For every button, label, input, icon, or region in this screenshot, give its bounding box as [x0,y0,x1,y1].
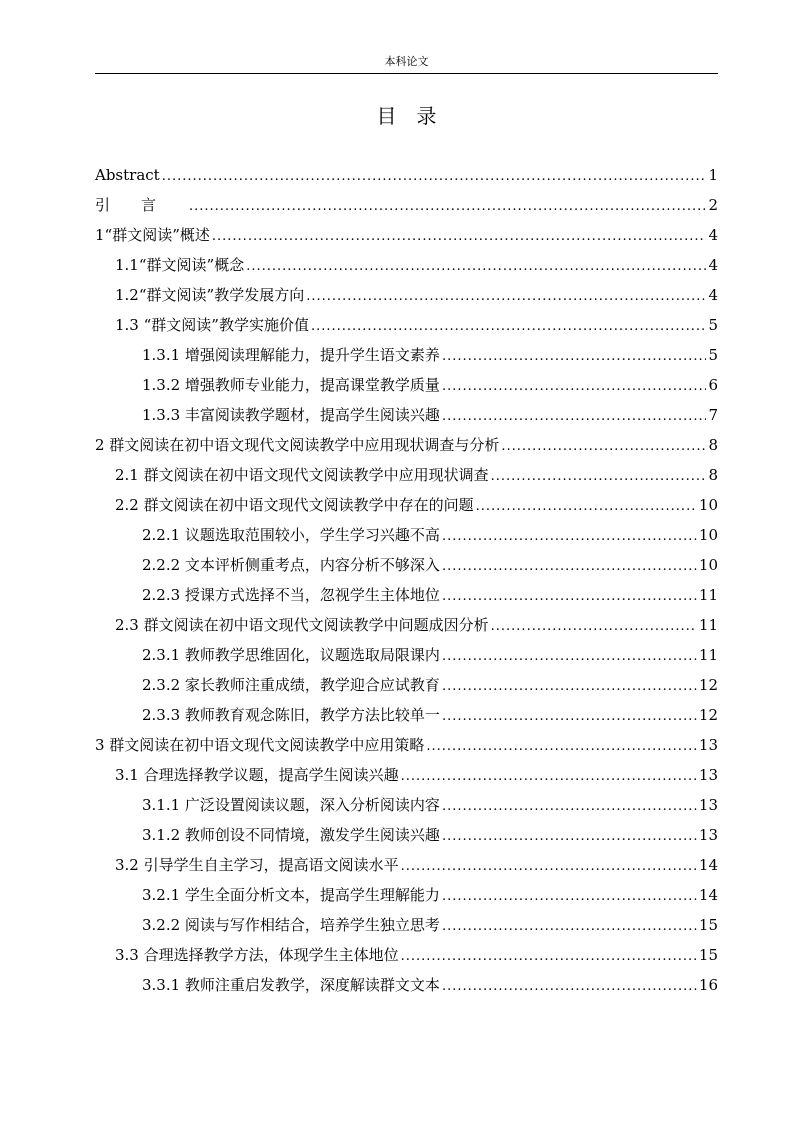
dot-leader [401,852,697,882]
toc-entry-page: 4 [708,256,718,274]
toc-entry-abstract[interactable] [95,160,718,190]
toc-entry-page: 12 [698,676,718,694]
toc-entry-page: 4 [708,286,718,304]
dot-leader [442,972,697,1002]
toc-entry-page: 8 [708,436,718,454]
toc-entry-section-2-3[interactable] [95,610,718,640]
toc-entry-section-2-2-2[interactable] [95,550,718,580]
toc-entry-label: 1.3.3 丰富阅读教学题材，提高学生阅读兴趣 [142,406,440,424]
toc-entry-page: 13 [698,826,718,844]
toc-entry-page: 13 [698,766,718,784]
toc-entry-section-2-2-3[interactable] [95,580,718,610]
dot-leader [442,402,707,432]
dot-leader [442,552,697,582]
toc-entry-label: 2.2.3 授课方式选择不当，忽视学生主体地位 [142,586,440,604]
toc-entry-page: 11 [698,646,718,664]
toc-entry-chapter-3[interactable] [95,730,718,760]
toc-entry-section-3-1-1[interactable] [95,790,718,820]
toc-entry-label: 2.1 群文阅读在初中语文现代文阅读教学中应用现状调查 [115,466,489,484]
toc-entry-page: 5 [708,316,718,334]
toc-entry-page: 5 [708,346,718,364]
toc-entry-section-2-1[interactable] [95,460,718,490]
toc-entry-chapter-1[interactable] [95,220,718,250]
toc-entry-page: 10 [698,526,718,544]
dot-leader [442,372,707,402]
toc-entry-section-2-2[interactable] [95,490,718,520]
dot-leader [442,342,707,372]
dot-leader [306,282,706,312]
dot-leader [442,702,697,732]
toc-entry-page: 14 [698,886,718,904]
toc-entry-section-1-2[interactable] [95,280,718,310]
page-header: 本科论文 [384,55,429,68]
toc-entry-label: 3.3.1 教师注重启发教学，深度解读群文文本 [142,976,440,994]
toc-entry-chapter-2[interactable] [95,430,718,460]
toc-entry-page: 11 [698,616,718,634]
toc-entry-page: 15 [698,946,718,964]
dot-leader [491,462,707,492]
toc-entry-label: 1.1“群文阅读”概念 [115,256,245,274]
dot-leader [401,942,697,972]
toc-entry-introduction[interactable] [95,190,718,220]
toc-entry-label: 引言 [95,196,188,214]
toc-entry-page: 4 [708,226,718,244]
dot-leader [491,612,697,642]
toc-entry-label: 1.2“群文阅读”教学发展方向 [115,286,305,304]
toc-entry-label: 3.1 合理选择教学议题，提高学生阅读兴趣 [115,766,399,784]
toc-entry-label: 2.3 群文阅读在初中语文现代文阅读教学中问题成因分析 [115,616,489,634]
dot-leader [246,252,706,282]
toc-entry-label: 1“群文阅读”概述 [95,226,210,244]
toc-entry-section-3-3-1[interactable] [95,970,718,1000]
toc-entry-section-3-2-2[interactable] [95,910,718,940]
toc-entry-section-1-3-3[interactable] [95,400,718,430]
toc-entry-label: 1.3.2 增强教师专业能力，提高课堂教学质量 [142,376,440,394]
dot-leader [212,222,707,252]
toc-entry-label: 2.2 群文阅读在初中语文现代文阅读教学中存在的问题 [115,496,474,514]
toc-entry-label: 2.2.2 文本评析侧重考点，内容分析不够深入 [142,556,440,574]
toc-entry-label: 3.1.1 广泛设置阅读议题，深入分析阅读内容 [142,796,440,814]
toc-entry-label: 2 群文阅读在初中语文现代文阅读教学中应用现状调查与分析 [95,436,500,454]
toc-entry-label: 3.2 引导学生自主学习，提高语文阅读水平 [115,856,399,874]
toc-entry-page: 2 [708,196,718,214]
toc-entry-label: 3.2.2 阅读与写作相结合，培养学生独立思考 [142,916,440,934]
toc-entry-section-2-3-1[interactable] [95,640,718,670]
toc-entry-section-3-2-1[interactable] [95,880,718,910]
toc-entry-section-3-1[interactable] [95,760,718,790]
toc-entry-label: 1.3 “群文阅读”教学实施价值 [115,316,309,334]
toc-entry-page: 11 [698,586,718,604]
dot-leader [442,522,697,552]
toc-entry-page: 1 [708,166,718,184]
toc-entry-label: 3 群文阅读在初中语文现代文阅读教学中应用策略 [95,736,425,754]
dot-leader [501,432,706,462]
toc-entry-page: 12 [698,706,718,724]
toc-entry-page: 8 [708,466,718,484]
dot-leader [442,642,697,672]
dot-leader [442,582,697,612]
toc-entry-label: 2.3.2 家长教师注重成绩，教学迎合应试教育 [142,676,440,694]
dot-leader [442,912,697,942]
dot-leader [162,162,707,192]
toc-entry-page: 10 [698,496,718,514]
dot-leader [311,312,706,342]
toc-entry-section-1-3[interactable] [95,310,718,340]
toc-entry-label: 2.3.3 教师教育观念陈旧，教学方法比较单一 [142,706,440,724]
dot-leader [476,492,697,522]
toc-entry-label: 3.2.1 学生全面分析文本，提高学生理解能力 [142,886,440,904]
toc-entry-label: Abstract [95,166,160,184]
toc-entry-section-2-2-1[interactable] [95,520,718,550]
toc-title: 目录 [376,104,457,128]
table-of-contents [95,160,718,1000]
toc-entry-page: 6 [708,376,718,394]
dot-leader [442,672,697,702]
toc-entry-page: 14 [698,856,718,874]
toc-entry-section-3-2[interactable] [95,850,718,880]
toc-entry-section-1-3-2[interactable] [95,370,718,400]
dot-leader [426,732,697,762]
toc-entry-page: 7 [708,406,718,424]
toc-entry-label: 3.3 合理选择教学方法，体现学生主体地位 [115,946,399,964]
toc-entry-section-2-3-3[interactable] [95,700,718,730]
toc-entry-page: 15 [698,916,718,934]
header-rule [95,73,718,74]
dot-leader [442,792,697,822]
toc-entry-label: 2.2.1 议题选取范围较小，学生学习兴趣不高 [142,526,440,544]
toc-entry-page: 13 [698,796,718,814]
toc-entry-page: 13 [698,736,718,754]
dot-leader [401,762,697,792]
toc-entry-section-3-3[interactable] [95,940,718,970]
dot-leader [442,882,697,912]
toc-entry-section-1-3-1[interactable] [95,340,718,370]
toc-entry-label: 2.3.1 教师教学思维固化，议题选取局限课内 [142,646,440,664]
toc-entry-page: 16 [698,976,718,994]
toc-entry-section-2-3-2[interactable] [95,670,718,700]
toc-entry-label: 1.3.1 增强阅读理解能力，提升学生语文素养 [142,346,440,364]
dot-leader [189,192,706,222]
toc-entry-page: 10 [698,556,718,574]
toc-entry-label: 3.1.2 教师创设不同情境，激发学生阅读兴趣 [142,826,440,844]
dot-leader [442,822,697,852]
toc-entry-section-1-1[interactable] [95,250,718,280]
toc-entry-section-3-1-2[interactable] [95,820,718,850]
